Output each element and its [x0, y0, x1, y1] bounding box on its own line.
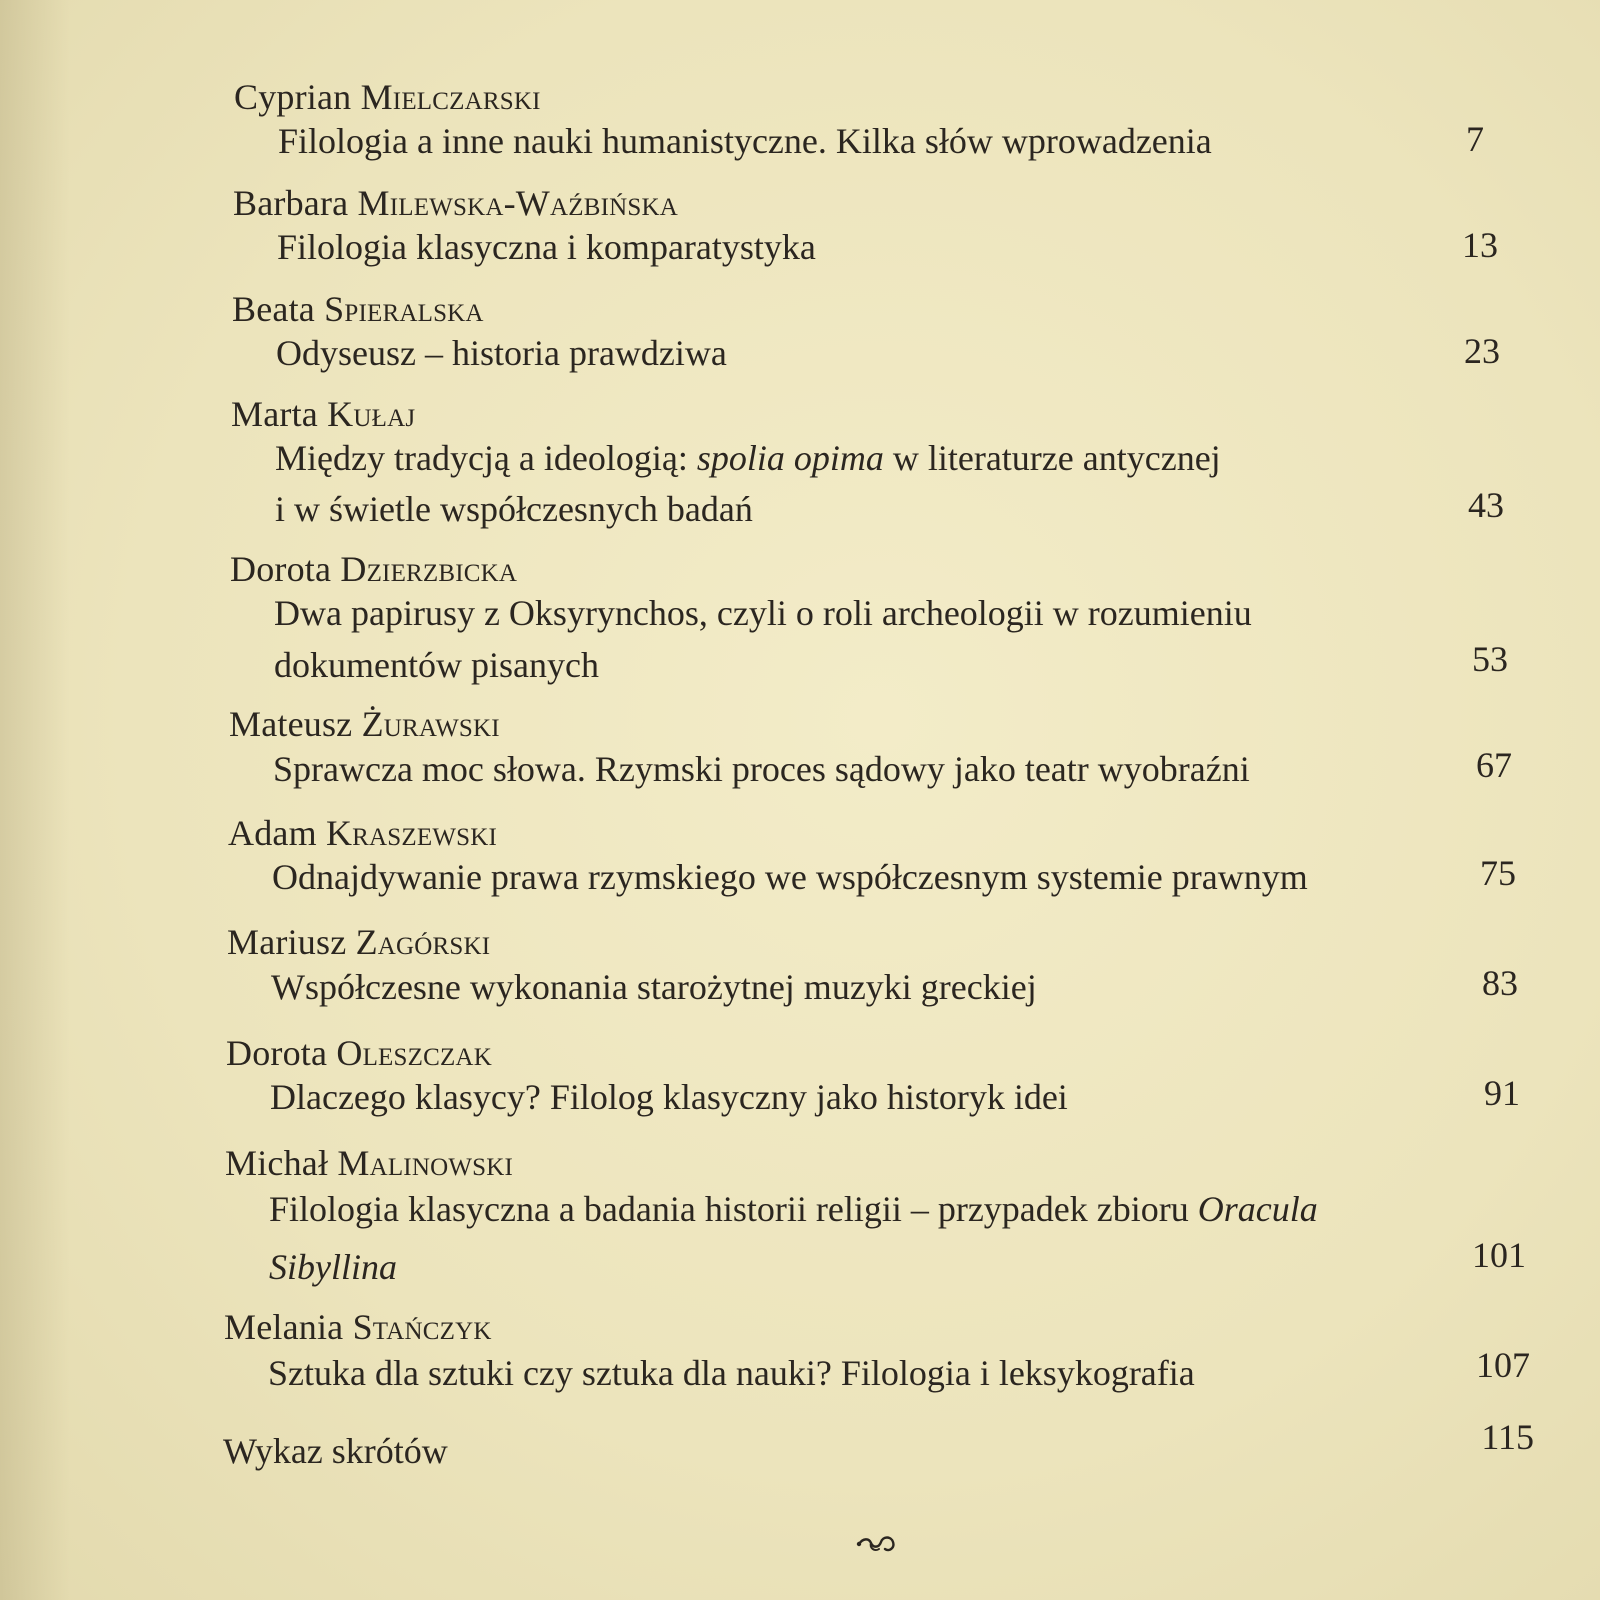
- toc-title[interactable]: Sprawcza moc słowa. Rzymski proces sądowy jako teatr wyobraźni: [273, 749, 1250, 789]
- toc-page-number: 83: [1482, 963, 1518, 1003]
- author-first-name: Marta: [231, 394, 318, 434]
- toc-author: [234, 76, 541, 118]
- title-italic-text: Oracula: [1197, 1189, 1318, 1229]
- toc-author: [228, 812, 497, 854]
- toc-author: [227, 921, 490, 963]
- toc-page-number: 13: [1462, 225, 1498, 265]
- author-first-name: Mateusz: [229, 704, 353, 744]
- toc-title[interactable]: [269, 1188, 1318, 1230]
- toc-title[interactable]: Filologia klasyczna i komparatystyka: [277, 227, 816, 267]
- author-surname: Stańczyk: [352, 1307, 492, 1347]
- fleuron-icon: [855, 1530, 905, 1560]
- toc-title[interactable]: Dwa papirusy z Oksyrynchos, czyli o roli archeologii w rozumieniu: [274, 593, 1252, 633]
- toc-title[interactable]: Współczesne wykonania starożytnej muzyki greckiej: [271, 967, 1037, 1007]
- author-first-name: Dorota: [230, 549, 332, 589]
- toc-author: [226, 1032, 492, 1074]
- toc-author: [224, 1306, 492, 1348]
- author-first-name: Adam: [228, 813, 317, 853]
- author-surname: Malinowski: [337, 1143, 514, 1183]
- title-text: Filologia klasyczna a badania historii religii – przypadek zbioru: [269, 1189, 1198, 1229]
- author-surname: Oleszczak: [336, 1033, 492, 1073]
- toc-author: [225, 1142, 513, 1184]
- author-surname: Zagórski: [355, 922, 491, 962]
- author-first-name: Beata: [232, 289, 315, 329]
- title-italic-text: spolia opima: [696, 438, 884, 478]
- toc-author: [230, 548, 517, 590]
- toc-title[interactable]: [275, 437, 1221, 479]
- toc-page-number: 75: [1480, 853, 1516, 893]
- author-surname: Mielczarski: [360, 77, 541, 117]
- author-first-name: Michał: [225, 1143, 329, 1183]
- toc-title-continuation[interactable]: [269, 1246, 397, 1288]
- author-surname: Żurawski: [361, 704, 500, 744]
- author-first-name: Dorota: [226, 1033, 328, 1073]
- title-text: Między tradycją a ideologią:: [275, 438, 697, 478]
- toc-page-number: 91: [1484, 1073, 1520, 1113]
- author-first-name: Cyprian: [234, 77, 352, 117]
- toc-page-number: 107: [1476, 1345, 1530, 1385]
- toc-page-number: 101: [1472, 1235, 1526, 1275]
- author-surname: Kraszewski: [325, 813, 498, 853]
- toc-page-number: 67: [1476, 745, 1512, 785]
- toc-page-number: 43: [1468, 485, 1504, 525]
- toc-title[interactable]: Filologia a inne nauki humanistyczne. Kilka słów wprowadzenia: [278, 121, 1212, 161]
- author-surname: Milewska-Waźbińska: [357, 183, 678, 223]
- author-surname: Dzierzbicka: [340, 549, 518, 589]
- author-surname: Kułaj: [327, 394, 416, 434]
- title-text: w literaturze antycznej: [883, 438, 1221, 478]
- author-first-name: Melania: [224, 1307, 344, 1347]
- toc-author: [232, 288, 484, 330]
- toc-page-number: 7: [1466, 119, 1484, 159]
- toc-title-continuation[interactable]: i w świetle współczesnych badań: [275, 489, 753, 529]
- toc-title[interactable]: Odnajdywanie prawa rzymskiego we współczesnym systemie prawnym: [272, 857, 1308, 897]
- toc-author: [229, 703, 500, 745]
- author-first-name: Mariusz: [227, 922, 347, 962]
- toc-title[interactable]: Odyseusz – historia prawdziwa: [276, 333, 727, 373]
- toc-title[interactable]: Sztuka dla sztuki czy sztuka dla nauki? Filologia i leksykografia: [268, 1353, 1195, 1393]
- toc-title-continuation[interactable]: dokumentów pisanych: [274, 645, 599, 685]
- toc-page-number: 23: [1464, 331, 1500, 371]
- toc-author: [233, 182, 678, 224]
- author-surname: Spieralska: [324, 289, 484, 329]
- toc-title[interactable]: Dlaczego klasycy? Filolog klasyczny jako historyk idei: [270, 1077, 1068, 1117]
- author-first-name: Barbara: [233, 183, 349, 223]
- toc-page-number: 53: [1472, 639, 1508, 679]
- toc-closing-title[interactable]: Wykaz skrótów: [223, 1431, 448, 1471]
- title-italic-text: Sibyllina: [269, 1247, 397, 1287]
- toc-page-number: 115: [1481, 1417, 1534, 1457]
- toc-author: [231, 393, 415, 435]
